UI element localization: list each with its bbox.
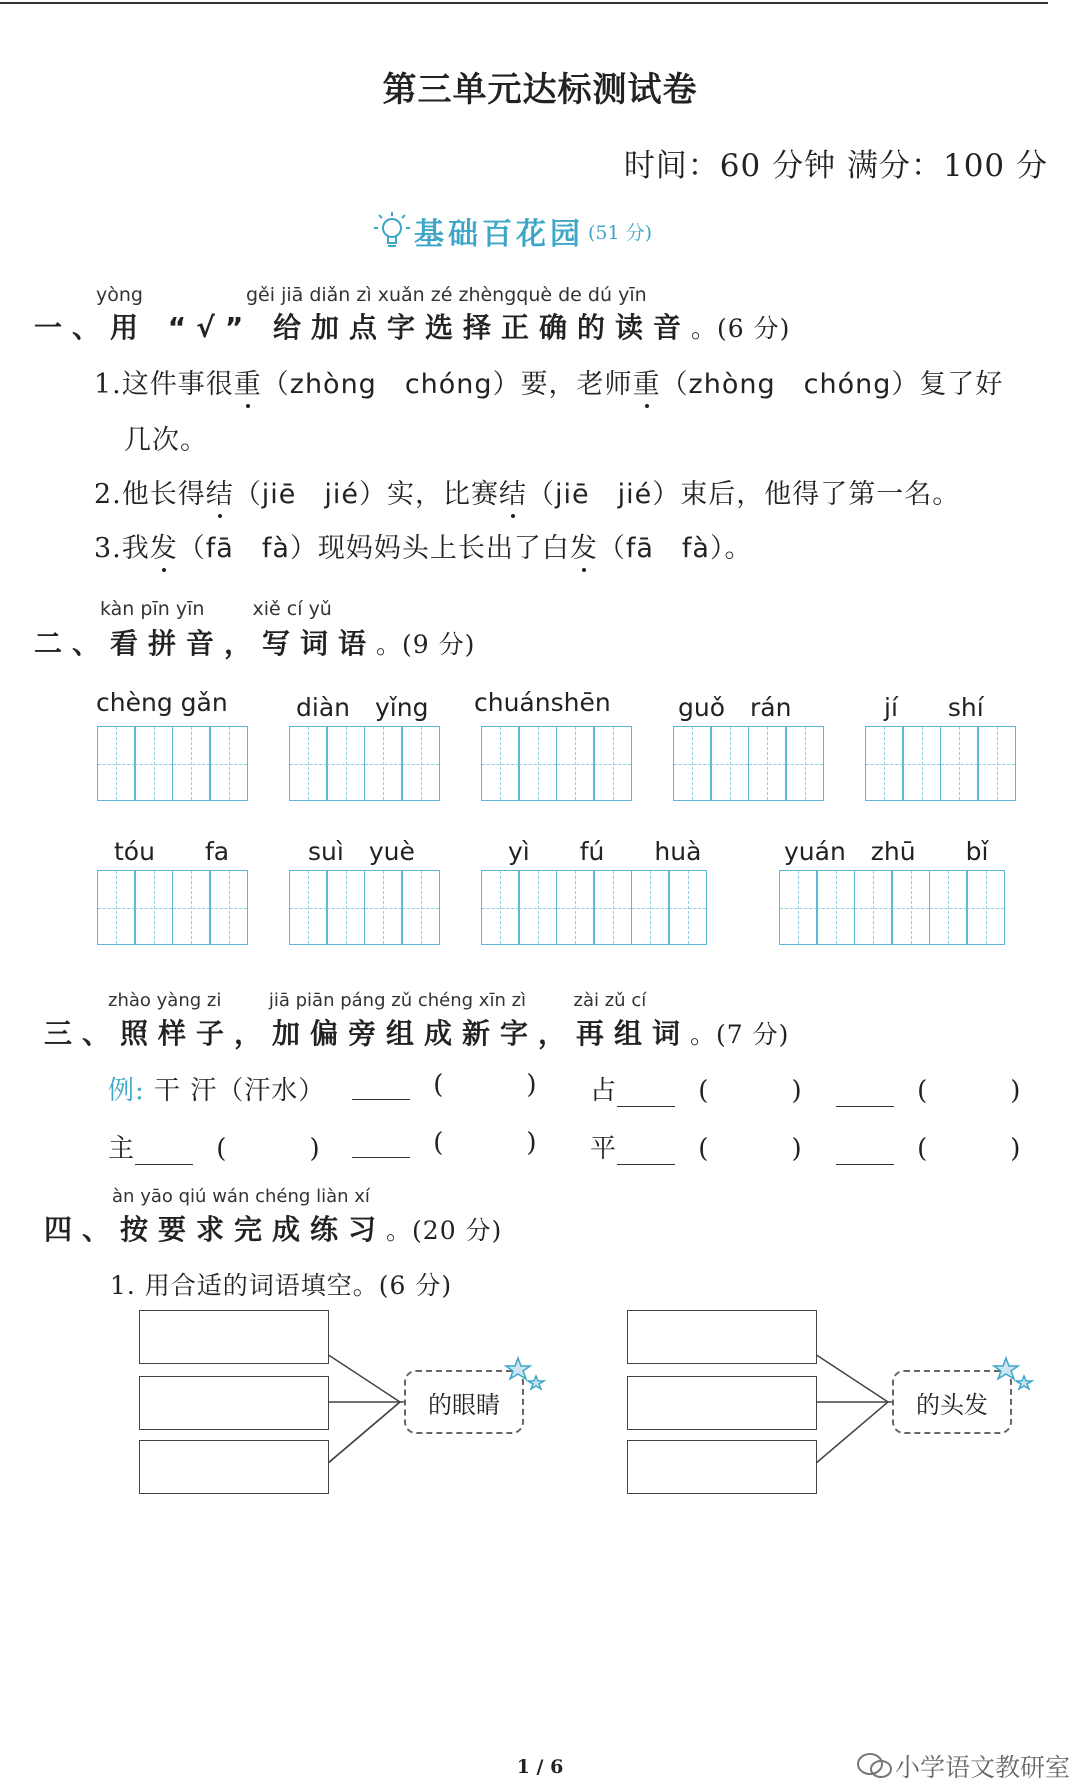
item-text: 现妈妈头上长出了白 — [317, 533, 570, 564]
paren-close: ) — [791, 1076, 803, 1106]
q3-py: yàng — [156, 990, 202, 1011]
target-phrase-right: 的头发 — [892, 1370, 1012, 1434]
q3-py: zài — [573, 990, 599, 1011]
q1-py: yīn — [618, 284, 647, 306]
q4-py: chéng — [255, 1186, 311, 1207]
q1-py: diǎn — [309, 284, 351, 306]
banner-score: (51 分) — [588, 221, 653, 244]
paren-open: ( — [917, 1076, 929, 1106]
q2-py: pīn — [140, 598, 170, 620]
fill-box[interactable] — [139, 1376, 329, 1430]
q4-sub1: 1. 用合适的词语填空。(6 分) — [110, 1271, 453, 1300]
q1-py: de — [558, 284, 582, 306]
dotted-char: 重 — [233, 369, 262, 400]
fill-box[interactable] — [139, 1310, 329, 1364]
paren-close: ) — [791, 1134, 803, 1164]
q1-py: zé — [430, 284, 453, 306]
q1-py: gěi — [246, 284, 276, 306]
q3-score: 。(7 分) — [690, 1020, 790, 1049]
fill-box[interactable] — [627, 1376, 817, 1430]
q3-py: zì — [511, 990, 527, 1011]
paren-open: ( — [433, 1070, 445, 1100]
base-char: 主 — [108, 1134, 136, 1164]
word-pinyin: tóu fa — [114, 837, 230, 866]
target-phrase-left: 的眼睛 — [404, 1370, 524, 1434]
q2-py: cí — [286, 598, 303, 620]
q3-py: zhào — [108, 990, 151, 1011]
q2-py: yīn — [175, 598, 205, 620]
q4-py: yāo — [140, 1186, 173, 1207]
pinyin-options[interactable]: （zhòng chóng） — [261, 369, 521, 400]
q4-py: àn — [112, 1186, 135, 1207]
page-title: 第三单元达标测试卷 — [382, 70, 698, 110]
q1-py: zì — [356, 284, 372, 306]
q4-score: 。(20 分) — [386, 1216, 503, 1245]
q4-py: qiú — [178, 1186, 207, 1207]
q1-item-1-cont: 几次。 — [124, 425, 208, 456]
dotted-char: 结 — [499, 479, 527, 510]
word-pinyin: chèng gǎn — [96, 688, 228, 717]
fill-box[interactable] — [627, 1440, 817, 1494]
q3-py: jiā — [268, 990, 290, 1011]
q3-py: zǔ — [391, 990, 413, 1011]
page-number: 1 / 6 — [516, 1756, 564, 1778]
paren-open: ( — [698, 1134, 710, 1164]
dotted-char: 发 — [149, 533, 178, 564]
q1-py: zhèng — [458, 284, 517, 306]
banner-title: 基础百花园 — [414, 217, 584, 252]
pinyin-options[interactable]: （zhòng chóng） — [660, 369, 920, 400]
paren-open: ( — [698, 1076, 710, 1106]
paren-close: ) — [1010, 1076, 1022, 1106]
item-text: 束后，他得了第一名。 — [680, 479, 961, 510]
word-pinyin: chuánshēn — [474, 688, 611, 717]
item-text: 我 — [121, 533, 150, 564]
q2-number: 二、 — [34, 627, 111, 660]
dotted-char: 发 — [569, 533, 598, 564]
paren-close: ) — [309, 1134, 321, 1164]
pinyin-options[interactable]: （fā fà） — [177, 533, 318, 564]
q3-py: cí — [631, 990, 647, 1011]
paren-open: ( — [433, 1128, 445, 1158]
q3-py: chéng — [417, 990, 474, 1011]
item-text: 。 — [724, 533, 753, 564]
q4-py: xí — [354, 1186, 370, 1207]
pinyin-options[interactable]: （jiē jié） — [527, 479, 681, 510]
word-pinyin: yì fú huà — [508, 837, 702, 866]
word-pinyin: diàn yǐng — [296, 693, 429, 722]
q2-py: yǔ — [308, 598, 332, 620]
base-char: 平 — [590, 1134, 618, 1164]
q3-py: zi — [206, 990, 222, 1011]
q3-heading-text: 照样子，加偏旁组成新字，再组词 — [120, 1017, 691, 1050]
paren-close: ) — [1010, 1134, 1022, 1164]
item-text: 要，老师 — [520, 369, 633, 400]
item-number: 3. — [94, 533, 122, 564]
word-pinyin: jí shí — [884, 693, 984, 722]
example-text: 干 汗（汗水） — [154, 1076, 326, 1106]
q2-score: 。(9 分) — [376, 630, 476, 659]
q1-pinyin-yong: yòng — [96, 284, 143, 306]
q4-number: 四、 — [44, 1213, 121, 1246]
pinyin-options[interactable]: （fā fà） — [597, 533, 725, 564]
q3-py: piān — [295, 990, 335, 1011]
q2-heading-text: 看拼音，写词语 — [110, 627, 377, 660]
fill-box[interactable] — [627, 1310, 817, 1364]
q1-heading-text: 给加点字选择正确的读音 — [273, 311, 692, 344]
dotted-char: 重 — [632, 369, 661, 400]
q1-check-mark: “√” — [167, 311, 254, 344]
item-number: 2. — [94, 479, 122, 510]
paren-close: ) — [526, 1128, 538, 1158]
paren-open: ( — [216, 1134, 228, 1164]
word-pinyin: yuán zhū bǐ — [784, 837, 989, 866]
q2-py: kàn — [100, 598, 135, 620]
item-text: 这件事很 — [121, 369, 234, 400]
time-score-info: 时间：60 分钟 满分：100 分 — [623, 148, 1048, 184]
q4-heading-text: 按要求完成练习 — [120, 1213, 387, 1246]
star-icon — [992, 1356, 1036, 1400]
q3-number: 三、 — [44, 1017, 121, 1050]
item-text: 他长得 — [121, 479, 206, 510]
item-text: 实，比赛 — [387, 479, 499, 510]
paren-open: ( — [917, 1134, 929, 1164]
q1-score: 。(6 分) — [691, 314, 791, 343]
paren-close: ) — [526, 1070, 538, 1100]
q1-py: xuǎn — [377, 284, 425, 306]
watermark-text: 小学语文教研室 — [894, 1753, 1070, 1782]
star-icon — [504, 1356, 548, 1400]
q1-py: jiā — [281, 284, 304, 306]
q1-py: què — [516, 284, 553, 306]
q3-py: xīn — [478, 990, 506, 1011]
q3-py: páng — [340, 990, 386, 1011]
q4-py: liàn — [316, 1186, 349, 1207]
q3-py: zǔ — [604, 990, 626, 1011]
fill-box[interactable] — [139, 1440, 329, 1494]
dotted-char: 结 — [205, 479, 234, 510]
q2-py: xiě — [252, 598, 281, 620]
item-text: 复了好 — [919, 369, 1004, 400]
q1-py: dú — [587, 284, 613, 306]
pinyin-options[interactable]: （jiē jié） — [233, 479, 387, 510]
q4-py: wán — [212, 1186, 250, 1207]
word-pinyin: guǒ rán — [678, 693, 792, 722]
base-char: 占 — [590, 1076, 618, 1106]
q1-heading-pre: 用 — [110, 311, 149, 344]
item-number: 1. — [94, 369, 122, 400]
q1-number: 一、 — [34, 311, 111, 344]
word-pinyin: suì yuè — [308, 837, 415, 866]
example-label: 例: — [108, 1076, 145, 1106]
